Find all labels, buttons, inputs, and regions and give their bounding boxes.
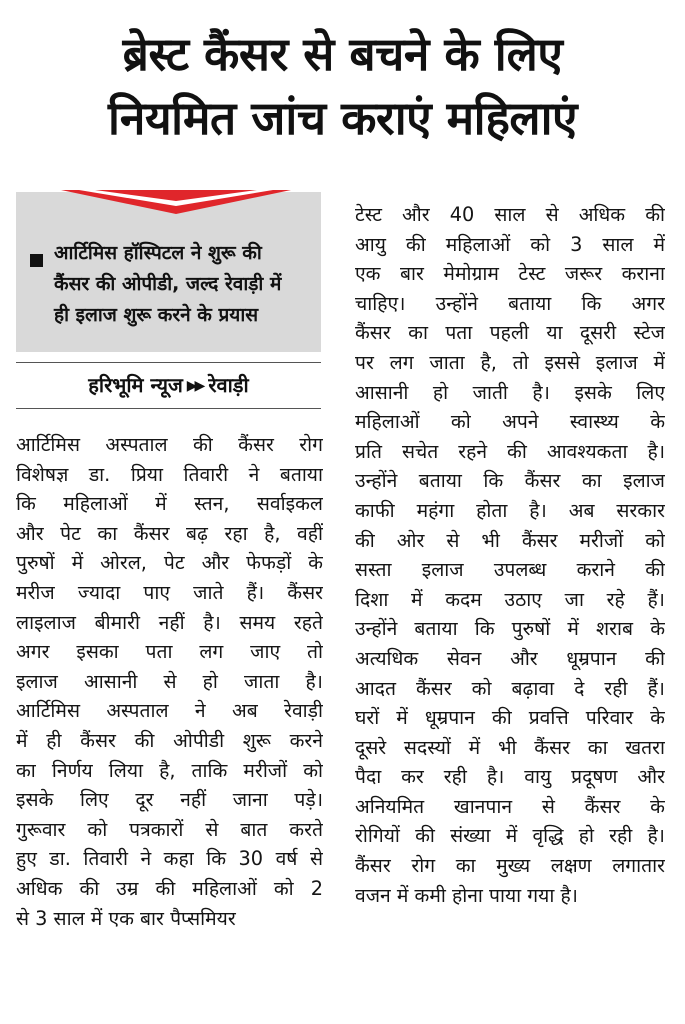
divider-top xyxy=(16,362,321,363)
body-line: प्रति सचेत रहने की आवश्यकता है। xyxy=(355,439,665,463)
deck-box xyxy=(16,192,321,352)
body-line: मरीज ज्यादा पाए जाते हैं। कैंसर xyxy=(16,580,323,604)
body-line: हुए डा. तिवारी ने कहा कि 30 वर्ष से xyxy=(16,847,323,871)
deck-text xyxy=(54,238,316,331)
body-line: आसानी हो जाती है। इसके लिए xyxy=(355,380,665,404)
body-line: वजन में कमी होना पाया गया है। xyxy=(355,883,578,907)
headline-line-2: नियमित जांच कराएं महिलाएं xyxy=(108,91,577,145)
body-line: की ओर से भी कैंसर मरीजों को xyxy=(355,528,665,552)
body-line: इलाज आसानी से हो जाता है। xyxy=(16,669,323,693)
double-arrow-icon: ▶▶ xyxy=(186,378,203,394)
byline-place: रेवाड़ी xyxy=(208,373,249,397)
body-line: आदत कैंसर को बढ़ावा दे रही हैं। xyxy=(355,676,665,700)
body-line: अनियमित खानपान से कैंसर के xyxy=(355,794,665,818)
body-line: चाहिए। उन्होंने बताया कि अगर xyxy=(355,291,665,315)
body-line: काफी महंगा होता है। अब सरकार xyxy=(355,498,665,522)
body-line: में ही कैंसर की ओपीडी शुरू करने xyxy=(16,728,323,752)
body-line: और पेट का कैंसर बढ़ रहा है, वहीं xyxy=(16,521,323,545)
body-line: रोगियों की संख्या में वृद्धि हो रही है। xyxy=(355,824,665,848)
body-line: घरों में धूम्रपान की प्रवत्ति परिवार के xyxy=(355,706,665,730)
body-line: कैंसर रोग का मुख्य लक्षण लगातार xyxy=(355,854,665,878)
body-line: से 3 साल में एक बार पैप्समियर xyxy=(16,906,236,930)
body-line: अधिक की उम्र की महिलाओं को 2 xyxy=(16,876,323,900)
body-line: उन्होंने बताया कि पुरुषों में शराब के xyxy=(355,617,665,641)
body-line: आर्टिमिस अस्पताल ने अब रेवाड़ी xyxy=(16,699,323,723)
body-line: अगर इसका पता लग जाए तो xyxy=(16,640,323,664)
body-line: आयु की महिलाओं को 3 साल में xyxy=(355,232,665,256)
body-line: पैदा कर रही है। वायु प्रदूषण और xyxy=(355,765,665,789)
deck-line: आर्टिमिस हॉस्पिटल ने शुरू की xyxy=(54,242,262,264)
body-line: पर लग जाता है, तो इससे इलाज में xyxy=(355,350,665,374)
body-line: दूसरे सदस्यों में भी कैंसर का खतरा xyxy=(355,735,665,759)
byline-source: हरिभूमि न्यूज xyxy=(88,373,183,397)
body-line: आर्टिमिस अस्पताल की कैंसर रोग xyxy=(16,433,323,456)
chevron-ribbon-icon xyxy=(61,190,291,216)
body-line: सस्ता इलाज उपलब्ध कराने की xyxy=(355,558,665,582)
body-line: कैंसर का पता पहली या दूसरी स्टेज xyxy=(355,321,665,345)
body-line: एक बार मेमोग्राम टेस्ट जरूर कराना xyxy=(355,262,665,286)
headline-line-1: ब्रेस्ट कैंसर से बचने के लिए xyxy=(122,27,563,81)
body-line: लाइलाज बीमारी नहीं है। समय रहते xyxy=(16,610,323,634)
bullet-square-icon xyxy=(30,254,43,267)
body-line: विशेषज्ञ डा. प्रिया तिवारी ने बताया xyxy=(16,462,323,486)
body-line: टेस्ट और 40 साल से अधिक की xyxy=(355,203,665,226)
body-line: गुरूवार को पत्रकारों से बात करते xyxy=(16,817,323,841)
divider-bottom xyxy=(16,408,321,409)
body-line: कि महिलाओं में स्तन, सर्वाइकल xyxy=(16,492,323,516)
deck-line: कैंसर की ओपीडी, जल्द रेवाड़ी में xyxy=(54,273,282,295)
deck-line: ही इलाज शुरू करने के प्रयास xyxy=(54,304,259,326)
byline xyxy=(16,370,321,401)
body-line: इसके लिए दूर नहीं जाना पड़े। xyxy=(16,788,323,812)
body-line: का निर्णय लिया है, ताकि मरीजों को xyxy=(16,758,323,782)
body-line: महिलाओं को अपने स्वास्थ्य के xyxy=(355,410,665,434)
body-line: दिशा में कदम उठाए जा रहे हैं। xyxy=(355,587,665,611)
body-line: अत्यधिक सेवन और धूम्रपान की xyxy=(355,646,665,670)
body-line: पुरुषों में ओरल, पेट और फेफड़ों के xyxy=(16,551,323,575)
body-column-right xyxy=(355,200,665,910)
headline xyxy=(0,22,685,150)
body-line: उन्होंने बताया कि कैंसर का इलाज xyxy=(355,469,665,493)
body-column-left xyxy=(16,430,323,933)
